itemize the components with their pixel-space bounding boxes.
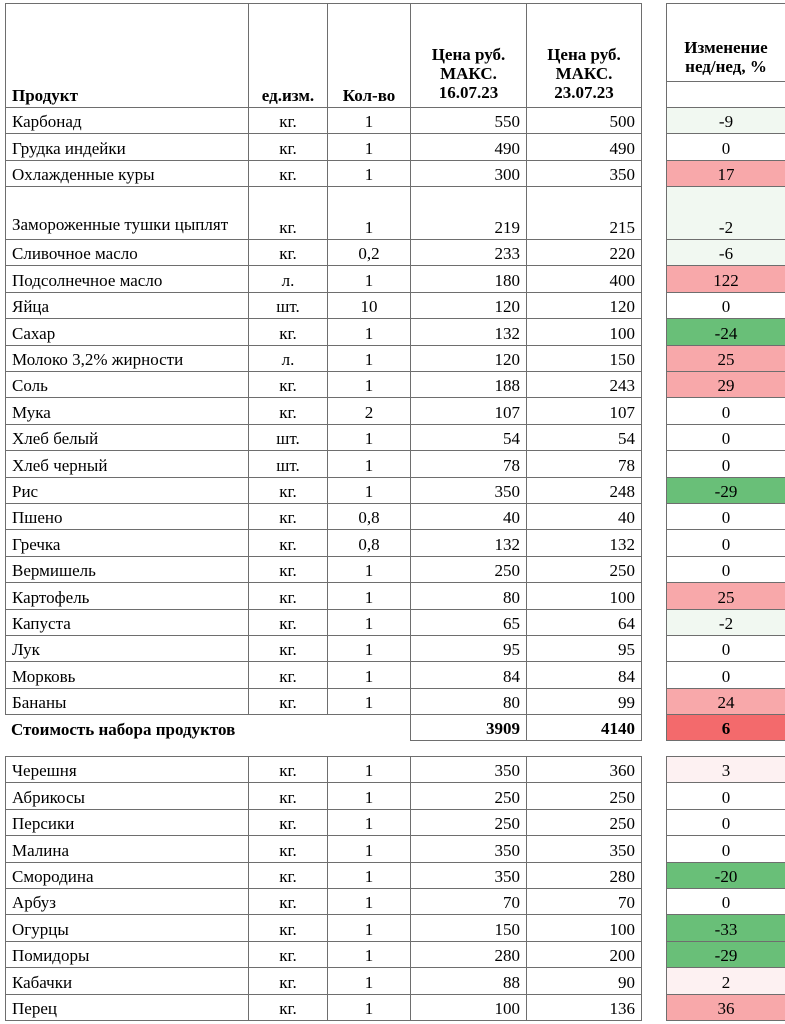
qty-cell: 1	[327, 133, 411, 161]
unit-cell: шт.	[248, 292, 328, 319]
qty-cell: 1	[327, 888, 411, 915]
header-product: Продукт	[5, 3, 249, 108]
price-2-cell: 500	[526, 107, 642, 134]
price-2-cell: 215	[526, 186, 642, 240]
qty-cell: 1	[327, 582, 411, 610]
product-name: Гречка	[5, 529, 249, 557]
unit-cell: кг.	[248, 107, 328, 134]
unit-cell: кг.	[248, 529, 328, 557]
price-1-cell: 65	[410, 609, 527, 636]
qty-cell: 1	[327, 835, 411, 863]
qty-cell: 1	[327, 914, 411, 942]
unit-cell: кг.	[248, 661, 328, 689]
qty-cell: 1	[327, 160, 411, 187]
unit-cell: кг.	[248, 318, 328, 346]
price-2-cell: 200	[526, 941, 642, 968]
price-2-cell: 350	[526, 160, 642, 187]
qty-cell: 1	[327, 318, 411, 346]
header-unit: ед.изм.	[248, 3, 328, 108]
price-1-cell: 100	[410, 994, 527, 1021]
unit-cell: кг.	[248, 239, 328, 266]
price-2-cell: 107	[526, 397, 642, 425]
header-price-2-line-1: Цена руб. МАКС.	[547, 45, 621, 83]
change-cell: 0	[666, 782, 785, 810]
change-cell: 2	[666, 967, 785, 995]
change-cell: 0	[666, 809, 785, 836]
change-cell: -29	[666, 941, 785, 968]
qty-cell: 1	[327, 862, 411, 889]
price-2-cell: 350	[526, 835, 642, 863]
product-name: Абрикосы	[5, 782, 249, 810]
price-1-cell: 80	[410, 582, 527, 610]
qty-cell: 10	[327, 292, 411, 319]
price-1-cell: 88	[410, 967, 527, 995]
unit-cell: л.	[248, 345, 328, 372]
product-name: Кабачки	[5, 967, 249, 995]
price-1-cell: 70	[410, 888, 527, 915]
price-2-cell: 150	[526, 345, 642, 372]
product-name: Замороженные тушки цыплят	[5, 186, 249, 240]
product-name: Карбонад	[5, 107, 249, 134]
unit-cell: кг.	[248, 503, 328, 530]
qty-cell: 1	[327, 661, 411, 689]
price-1-cell: 250	[410, 782, 527, 810]
product-name: Яйца	[5, 292, 249, 319]
header-price-1-line-1: Цена руб. МАКС.	[431, 45, 506, 83]
price-1-cell: 78	[410, 450, 527, 478]
product-name: Арбуз	[5, 888, 249, 915]
change-cell: 0	[666, 888, 785, 915]
price-1-cell: 550	[410, 107, 527, 134]
unit-cell: кг.	[248, 609, 328, 636]
product-name: Капуста	[5, 609, 249, 636]
price-1-cell: 132	[410, 318, 527, 346]
header-price-1	[410, 3, 527, 108]
product-name: Мука	[5, 397, 249, 425]
header-change: Изменение нед/нед, %	[666, 3, 785, 82]
change-cell: 0	[666, 635, 785, 662]
price-1-cell: 120	[410, 292, 527, 319]
qty-cell: 1	[327, 107, 411, 134]
price-1-cell: 300	[410, 160, 527, 187]
price-1-cell: 107	[410, 397, 527, 425]
unit-cell: кг.	[248, 888, 328, 915]
header-price-2	[526, 3, 642, 108]
header-change-spacer	[666, 81, 785, 108]
qty-cell: 1	[327, 994, 411, 1021]
price-2-cell: 78	[526, 450, 642, 478]
price-1-cell: 80	[410, 688, 527, 715]
price-1-cell: 132	[410, 529, 527, 557]
total-label: Стоимость набора продуктов	[11, 720, 236, 739]
unit-cell: кг.	[248, 582, 328, 610]
change-cell: -33	[666, 914, 785, 942]
change-cell: 0	[666, 661, 785, 689]
price-1-cell: 40	[410, 503, 527, 530]
change-cell: 25	[666, 582, 785, 610]
price-2-cell: 120	[526, 292, 642, 319]
qty-cell: 1	[327, 556, 411, 583]
price-2-cell: 100	[526, 914, 642, 942]
price-1-cell: 350	[410, 862, 527, 889]
price-1-cell: 490	[410, 133, 527, 161]
change-cell: -2	[666, 609, 785, 636]
change-cell: 0	[666, 835, 785, 863]
qty-cell: 1	[327, 941, 411, 968]
price-table	[5, 3, 785, 1021]
change-cell: 0	[666, 503, 785, 530]
unit-cell: кг.	[248, 397, 328, 425]
unit-cell: кг.	[248, 914, 328, 942]
price-2-cell: 360	[526, 756, 642, 783]
change-cell: -24	[666, 318, 785, 346]
unit-cell: кг.	[248, 635, 328, 662]
header-price-1-line-2: 16.07.23	[438, 83, 499, 102]
product-name: Подсолнечное масло	[5, 265, 249, 293]
unit-cell: кг.	[248, 160, 328, 187]
product-name: Малина	[5, 835, 249, 863]
change-cell: -20	[666, 862, 785, 889]
qty-cell: 1	[327, 371, 411, 398]
qty-cell: 0,8	[327, 529, 411, 557]
change-cell: 0	[666, 424, 785, 451]
unit-cell: кг.	[248, 782, 328, 810]
price-2-cell: 250	[526, 556, 642, 583]
change-cell: -9	[666, 107, 785, 134]
change-cell: 0	[666, 556, 785, 583]
product-name: Молоко 3,2% жирности	[5, 345, 249, 372]
product-name: Лук	[5, 635, 249, 662]
product-name: Сахар	[5, 318, 249, 346]
change-cell: 24	[666, 688, 785, 715]
qty-cell: 0,2	[327, 239, 411, 266]
unit-cell: л.	[248, 265, 328, 293]
product-name: Бананы	[5, 688, 249, 715]
qty-cell: 1	[327, 756, 411, 783]
unit-cell: кг.	[248, 756, 328, 783]
unit-cell: кг.	[248, 556, 328, 583]
price-1-cell: 188	[410, 371, 527, 398]
price-1-cell: 280	[410, 941, 527, 968]
unit-cell: кг.	[248, 941, 328, 968]
change-cell: 17	[666, 160, 785, 187]
price-2-cell: 280	[526, 862, 642, 889]
product-name: Огурцы	[5, 914, 249, 942]
unit-cell: кг.	[248, 371, 328, 398]
price-1-cell: 180	[410, 265, 527, 293]
product-name: Помидоры	[5, 941, 249, 968]
product-name: Охлажденные куры	[5, 160, 249, 187]
price-2-cell: 100	[526, 582, 642, 610]
qty-cell: 1	[327, 609, 411, 636]
change-cell: 122	[666, 265, 785, 293]
product-name: Перец	[5, 994, 249, 1021]
qty-cell: 1	[327, 782, 411, 810]
unit-cell: шт.	[248, 450, 328, 478]
product-name: Хлеб белый	[5, 424, 249, 451]
price-1-cell: 250	[410, 809, 527, 836]
product-name: Черешня	[5, 756, 249, 783]
unit-cell: кг.	[248, 862, 328, 889]
product-name: Хлеб черный	[5, 450, 249, 478]
price-1-cell: 350	[410, 477, 527, 504]
total-change: 6	[666, 714, 785, 741]
unit-cell: кг.	[248, 809, 328, 836]
unit-cell: кг.	[248, 967, 328, 995]
unit-cell: кг.	[248, 477, 328, 504]
qty-cell: 1	[327, 265, 411, 293]
change-cell: 3	[666, 756, 785, 783]
product-name: Рис	[5, 477, 249, 504]
price-2-cell: 100	[526, 318, 642, 346]
product-name: Сливочное масло	[5, 239, 249, 266]
price-2-cell: 248	[526, 477, 642, 504]
price-2-cell: 243	[526, 371, 642, 398]
qty-cell: 1	[327, 450, 411, 478]
price-2-cell: 400	[526, 265, 642, 293]
change-cell: 25	[666, 345, 785, 372]
price-2-cell: 40	[526, 503, 642, 530]
unit-cell: кг.	[248, 186, 328, 240]
price-2-cell: 95	[526, 635, 642, 662]
price-2-cell: 70	[526, 888, 642, 915]
qty-cell: 2	[327, 397, 411, 425]
price-2-cell: 90	[526, 967, 642, 995]
price-2-cell: 54	[526, 424, 642, 451]
price-1-cell: 54	[410, 424, 527, 451]
change-cell: 0	[666, 292, 785, 319]
qty-cell: 1	[327, 688, 411, 715]
price-1-cell: 350	[410, 835, 527, 863]
unit-cell: шт.	[248, 424, 328, 451]
product-name: Картофель	[5, 582, 249, 610]
product-name: Персики	[5, 809, 249, 836]
change-cell: 0	[666, 450, 785, 478]
price-1-cell: 84	[410, 661, 527, 689]
change-cell: 0	[666, 397, 785, 425]
total-price-1: 3909	[410, 714, 527, 741]
qty-cell: 0,8	[327, 503, 411, 530]
price-2-cell: 220	[526, 239, 642, 266]
change-cell: 0	[666, 529, 785, 557]
header-qty: Кол-во	[327, 3, 411, 108]
change-cell: -6	[666, 239, 785, 266]
qty-cell: 1	[327, 967, 411, 995]
change-cell: 36	[666, 994, 785, 1021]
qty-cell: 1	[327, 809, 411, 836]
price-2-cell: 64	[526, 609, 642, 636]
product-name: Грудка индейки	[5, 133, 249, 161]
change-cell: -29	[666, 477, 785, 504]
price-2-cell: 99	[526, 688, 642, 715]
change-cell: -2	[666, 186, 785, 240]
price-1-cell: 233	[410, 239, 527, 266]
product-name: Смородина	[5, 862, 249, 889]
qty-cell: 1	[327, 424, 411, 451]
change-cell: 0	[666, 133, 785, 161]
unit-cell: кг.	[248, 133, 328, 161]
price-2-cell: 490	[526, 133, 642, 161]
unit-cell: кг.	[248, 994, 328, 1021]
qty-cell: 1	[327, 477, 411, 504]
header-price-2-line-2: 23.07.23	[554, 83, 614, 102]
price-2-cell: 250	[526, 782, 642, 810]
price-2-cell: 250	[526, 809, 642, 836]
change-cell: 29	[666, 371, 785, 398]
product-name: Вермишель	[5, 556, 249, 583]
product-name: Соль	[5, 371, 249, 398]
price-1-cell: 150	[410, 914, 527, 942]
qty-cell: 1	[327, 345, 411, 372]
total-price-2: 4140	[526, 714, 642, 741]
price-1-cell: 350	[410, 756, 527, 783]
unit-cell: кг.	[248, 688, 328, 715]
product-name: Морковь	[5, 661, 249, 689]
price-1-cell: 250	[410, 556, 527, 583]
price-2-cell: 136	[526, 994, 642, 1021]
price-2-cell: 132	[526, 529, 642, 557]
price-1-cell: 120	[410, 345, 527, 372]
unit-cell: кг.	[248, 835, 328, 863]
price-1-cell: 95	[410, 635, 527, 662]
qty-cell: 1	[327, 186, 411, 240]
product-name: Пшено	[5, 503, 249, 530]
price-1-cell: 219	[410, 186, 527, 240]
price-2-cell: 84	[526, 661, 642, 689]
qty-cell: 1	[327, 635, 411, 662]
